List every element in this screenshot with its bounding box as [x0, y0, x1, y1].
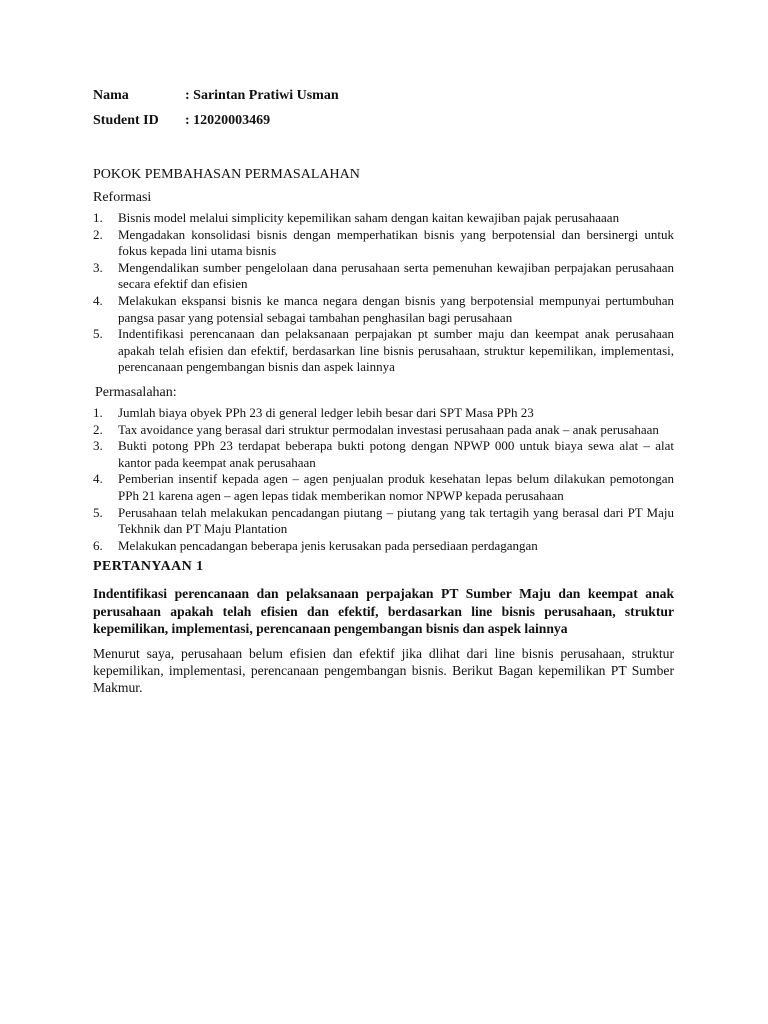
list-item	[93, 210, 674, 227]
list-number: 2.	[93, 226, 103, 242]
list-number: 3.	[93, 259, 103, 275]
list-text: Melakukan ekspansi bisnis ke manca negara dengan bisnis yang berpotensial mempunyai pertumbuhan pangsa pasar yang potensial sebagai tambahan penghasilan bagi perusahaan	[118, 292, 674, 325]
list-number: 1.	[93, 210, 103, 225]
list-number: 6.	[93, 537, 103, 553]
list-number: 5.	[93, 504, 103, 520]
list-text: Melakukan pencadangan beberapa jenis kerusakan pada persediaan perdagangan	[118, 537, 538, 553]
list-item	[93, 505, 674, 538]
list-text: Bisnis model melalui simplicity kepemilikan saham dengan kaitan kewajiban pajak perusahaaan	[118, 210, 620, 225]
list-number: 3.	[93, 438, 103, 454]
list-number: 2.	[93, 421, 103, 437]
list-text: Mengadakan konsolidasi bisnis dengan memperhatikan bisnis yang berpotensial dan bersinergi untuk fokus kepada lini utama bisnis	[118, 226, 674, 259]
list-text: Tax avoidance yang berasal dari struktur permodalan investasi perusahaan pada anak – anak perusahaan	[118, 421, 659, 437]
list-item	[93, 438, 674, 471]
list-item	[93, 260, 674, 293]
list-item	[93, 422, 674, 439]
list-text: Perusahaan telah melakukan pencadangan piutang – piutang yang tak tertagih yang berasal dari PT Maju Tekhnik dan PT Maju Plantation	[118, 504, 674, 537]
name-label: Nama	[93, 88, 129, 103]
student-id-value: : 12020003469	[185, 113, 271, 128]
answer-paragraph: Menurut saya, perusahaan belum efisien dan efektif jika dlihat dari line bisnis perusahaan, struktur kepemilikan, implementasi, perencanaan pengembangan bisnis. Berikut Bagan kepemilikan PT Sumber Makmur.	[93, 646, 674, 695]
list-number: 5.	[93, 326, 103, 342]
permasalahan-list	[93, 405, 674, 554]
list-text: Jumlah biaya obyek PPh 23 di general ledger lebih besar dari SPT Masa PPh 23	[118, 404, 534, 420]
list-number: 4.	[93, 471, 103, 487]
reformasi-heading: Reformasi	[93, 190, 152, 205]
list-item	[93, 405, 674, 422]
permasalahan-heading: Permasalahan:	[95, 384, 177, 400]
list-number: 4.	[93, 292, 103, 308]
list-item	[93, 293, 674, 326]
list-text: Indentifikasi perencanaan dan pelaksanaan perpajakan pt sumber maju dan keempat anak perusahaan apakah telah efisien dan efektif, berdasarkan line bisnis perusahaan, struktur kepemilikan, implementasi, perencanaan pengembangan bisnis dan aspek lainnya	[118, 326, 674, 375]
name-row	[93, 86, 674, 111]
list-text: Pemberian insentif kepada agen – agen penjualan produk kesehatan lepas belum dilakukan pemotongan PPh 21 karena agen – agen lepas tidak memberikan nomor NPWP kepada perusahaan	[118, 471, 674, 503]
question-heading: PERTANYAAN 1	[93, 559, 204, 575]
question-text: Indentifikasi perencanaan dan pelaksanaan perpajakan PT Sumber Maju dan keempat anak perusahaan apakah telah efisien dan efektif, berdasarkan line bisnis perusahaan, struktur kepemilikan, implementasi, perencanaan pengembangan bisnis dan aspek lainnya	[93, 586, 674, 636]
list-item	[93, 538, 674, 555]
student-id-label: Student ID	[93, 113, 159, 128]
name-value: : Sarintan Pratiwi Usman	[185, 88, 339, 103]
document-content	[93, 86, 674, 697]
list-number: 1.	[93, 404, 103, 420]
list-item	[93, 471, 674, 504]
list-item	[93, 326, 674, 376]
section-title: POKOK PEMBAHASAN PERMASALAHAN	[93, 167, 360, 182]
reformasi-list	[93, 210, 674, 376]
student-id-row	[93, 111, 674, 136]
list-item	[93, 227, 674, 260]
list-text: Bukti potong PPh 23 terdapat beberapa bukti potong dengan NPWP 000 untuk biaya sewa alat – alat kantor pada keempat anak perusahaan	[118, 438, 674, 470]
list-text: Mengendalikan sumber pengelolaan dana perusahaan serta pemenuhan kewajiban perpajakan perusahaan secara efektif dan efisien	[118, 259, 674, 292]
